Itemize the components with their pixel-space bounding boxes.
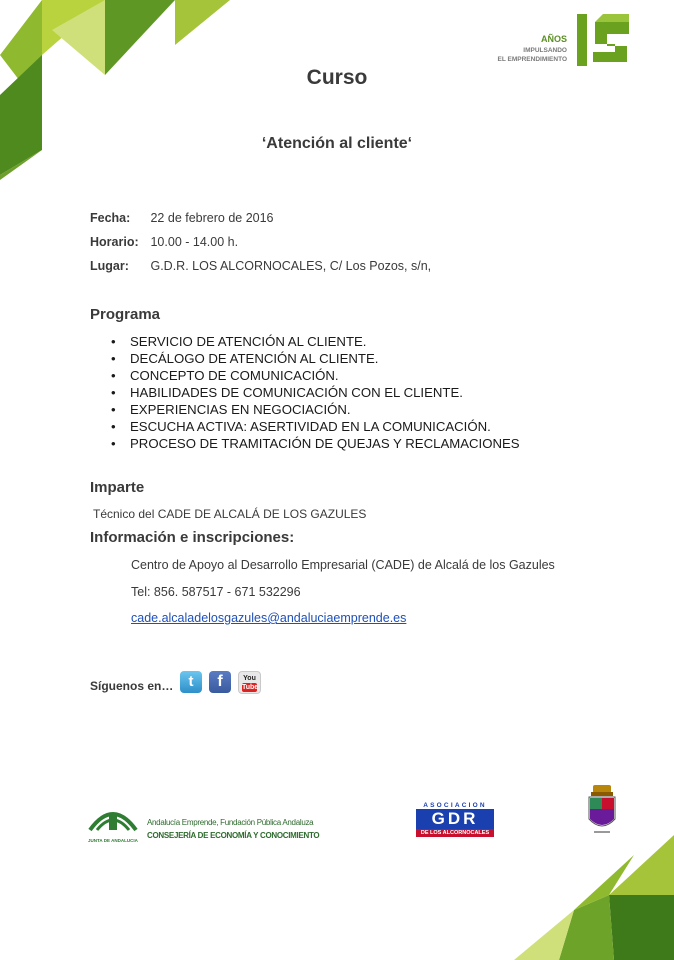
course-name: ‘Atención al cliente‘ bbox=[261, 135, 413, 152]
junta-andalucia-logo bbox=[88, 804, 138, 843]
siguenos-label: Síguenos en… bbox=[90, 679, 174, 693]
junta-logo-icon bbox=[88, 804, 138, 832]
list-item: • PROCESO DE TRAMITACIÓN DE QUEJAS Y RECLAMACIONES bbox=[110, 435, 520, 452]
horario-label: Horario: bbox=[90, 235, 139, 249]
corner-decoration-bottom-right bbox=[514, 835, 674, 960]
facebook-icon: f bbox=[217, 673, 223, 690]
anniversary-logo bbox=[497, 12, 635, 70]
twitter-icon: t bbox=[188, 673, 194, 690]
logo-15-icon bbox=[573, 12, 635, 70]
gdr-main-text: GDR bbox=[416, 809, 494, 829]
logo-emprendimiento-text: EL EMPRENDIMIENTO bbox=[497, 56, 567, 63]
horario-value: 10.00 - 14.00 h. bbox=[150, 235, 239, 249]
list-item: • ESCUCHA ACTIVA: ASERTIVIDAD EN LA COMUNICACIÓN. bbox=[110, 418, 520, 435]
list-item: • SERVICIO DE ATENCIÓN AL CLIENTE. bbox=[110, 333, 520, 350]
telefono-text: Tel: 856. 587517 - 671 532296 bbox=[131, 585, 301, 599]
twitter-button[interactable] bbox=[180, 671, 202, 693]
junta-line-2: CONSEJERÍA DE ECONOMÍA Y CONOCIMIENTO bbox=[147, 831, 320, 840]
youtube-icon-bottom: Tube bbox=[242, 684, 259, 691]
programa-list bbox=[110, 333, 520, 452]
centro-text: Centro de Apoyo al Desarrollo Empresarial (CADE) de Alcalá de los Gazules bbox=[131, 558, 555, 572]
horario-row bbox=[90, 235, 238, 249]
list-item: • HABILIDADES DE COMUNICACIÓN CON EL CLIENTE. bbox=[110, 384, 520, 401]
list-item: • CONCEPTO DE COMUNICACIÓN. bbox=[110, 367, 520, 384]
corner-decoration-top-left bbox=[0, 0, 240, 180]
lugar-label: Lugar: bbox=[90, 259, 129, 273]
list-item: • DECÁLOGO DE ATENCIÓN AL CLIENTE. bbox=[110, 350, 520, 367]
junta-logo-text: JUNTA DE ANDALUCIA bbox=[88, 838, 138, 843]
list-item: • EXPERIENCIAS EN NEGOCIACIÓN. bbox=[110, 401, 520, 418]
lugar-value: G.D.R. LOS ALCORNOCALES, C/ Los Pozos, s/n, bbox=[150, 259, 432, 273]
fecha-row bbox=[90, 211, 274, 225]
imparte-heading: Imparte bbox=[90, 479, 145, 496]
informacion-heading: Información e inscripciones: bbox=[90, 529, 295, 546]
junta-line-1: Andalucía Emprende, Fundación Pública Andaluza bbox=[147, 818, 314, 827]
imparte-text: Técnico del CADE DE ALCALÁ DE LOS GAZULES bbox=[93, 507, 367, 521]
gdr-bottom-text: DE LOS ALCORNOCALES bbox=[416, 829, 494, 837]
facebook-button[interactable] bbox=[209, 671, 231, 693]
youtube-icon-top: You bbox=[243, 675, 256, 682]
municipal-crest-icon bbox=[586, 783, 618, 841]
email-link[interactable]: cade.alcaladelosgazules@andaluciaemprende.es bbox=[131, 611, 407, 625]
lugar-row bbox=[90, 259, 431, 273]
gdr-top-text: ASOCIACION bbox=[423, 802, 487, 809]
youtube-button[interactable] bbox=[238, 671, 261, 694]
logo-impulsando-text: IMPULSANDO bbox=[523, 47, 567, 54]
gdr-logo bbox=[414, 802, 496, 842]
fecha-label: Fecha: bbox=[90, 211, 131, 225]
programa-heading: Programa bbox=[90, 306, 161, 323]
logo-anos-text: AÑOS bbox=[540, 34, 567, 44]
fecha-value: 22 de febrero de 2016 bbox=[150, 211, 274, 225]
page-title: Curso bbox=[306, 66, 368, 89]
